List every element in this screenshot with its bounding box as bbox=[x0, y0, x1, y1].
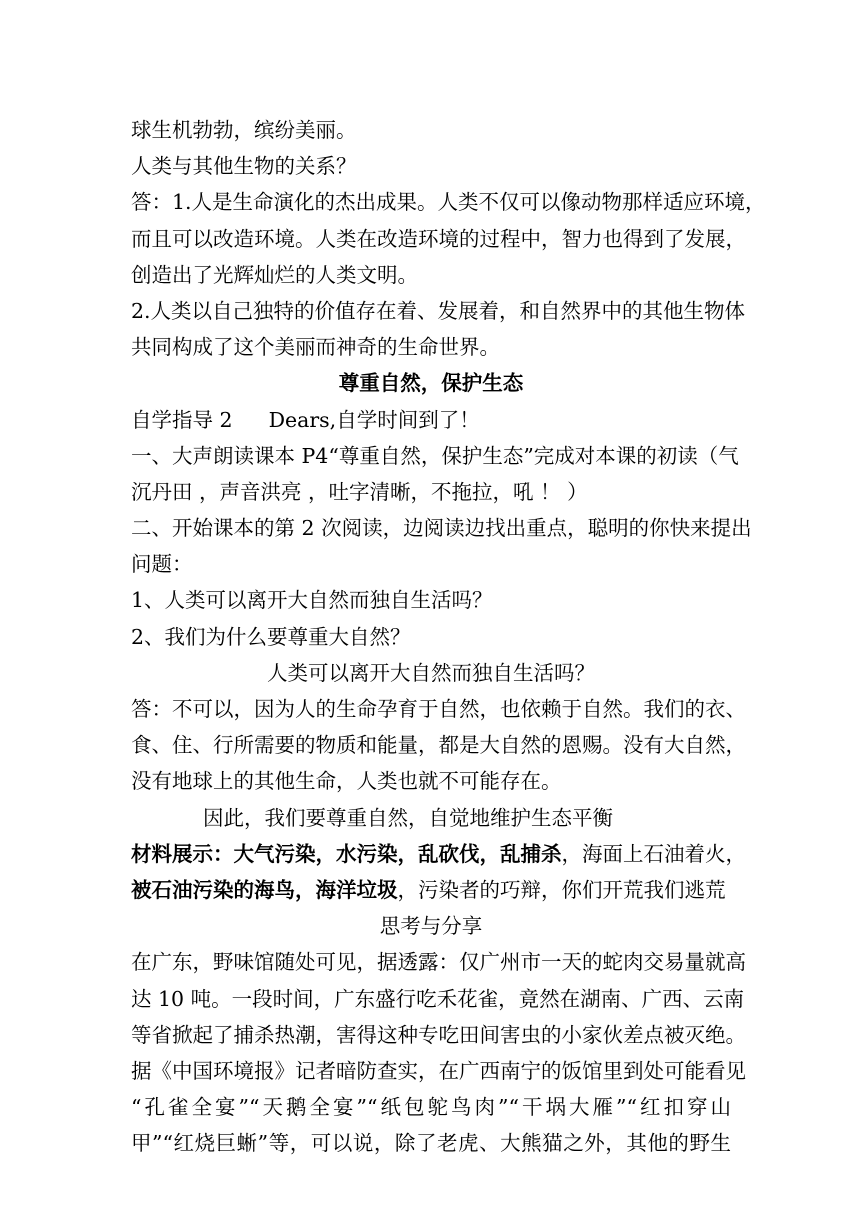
question-item: 1、人类可以离开大自然而独自生活吗？ bbox=[131, 588, 493, 613]
material-light-text: ，海面上石油着火， bbox=[561, 841, 746, 866]
material-rest-text: ，污染者的巧辩，你们开荒我们逃荒 bbox=[397, 877, 726, 902]
text-line: 而且可以改造环境。人类在改造环境的过程中，智力也得到了发展， bbox=[131, 226, 746, 251]
material-bold-text: 被石油污染的海鸟，海洋垃圾 bbox=[131, 877, 398, 902]
text-line: 二、开始课本的第 2 次阅读，边阅读边找出重点，聪明的你快来提出 bbox=[131, 516, 752, 541]
story-line: 等省掀起了捕杀热潮，害得这种专吃田间害虫的小家伙差点被灭绝。 bbox=[131, 1022, 746, 1047]
answer-line: 答：不可以，因为人的生命孕育于自然，也依赖于自然。我们的衣、 bbox=[131, 697, 746, 721]
guide-line bbox=[131, 402, 731, 438]
text-line: 共同构成了这个美丽而神奇的生命世界。 bbox=[131, 335, 500, 360]
guide-text: Dears,自学时间到了！ bbox=[268, 407, 480, 432]
story-line: “孔雀全宴”“天鹅全宴”“纸包鸵鸟肉”“干埚大雁”“红扣穿山 bbox=[131, 1095, 731, 1120]
material-line bbox=[131, 872, 731, 908]
answer-line: 没有地球上的其他生命，人类也就不可能存在。 bbox=[131, 769, 562, 794]
answer-line: 食、住、行所需要的物质和能量，都是大自然的恩赐。没有大自然， bbox=[131, 733, 746, 758]
section-heading: 尊重自然，保护生态 bbox=[338, 371, 524, 396]
text-line: 问题： bbox=[131, 552, 193, 577]
guide-label: 自学指导 2 bbox=[131, 407, 233, 432]
story-line: 在广东，野味馆随处可见，据透露：仅广州市一天的蛇肉交易量就高 bbox=[131, 950, 746, 975]
text-line: 沉丹田 ，声音洪亮 ，吐字清晰，不拖拉，吼 ！ ） bbox=[131, 479, 588, 504]
text-line: 答：1.人是生命演化的杰出成果。人类不仅可以像动物那样适应环境， bbox=[131, 190, 766, 215]
conclusion-line: 因此，我们要尊重自然，自觉地维护生态平衡 bbox=[203, 805, 613, 830]
story-line: 据《中国环境报》记者暗防查实，在广西南宁的饭馆里到处可能看见 bbox=[131, 1058, 746, 1083]
question-item: 2、我们为什么要尊重大自然？ bbox=[131, 624, 411, 649]
text-line: 一、大声朗读课本 P4“尊重自然，保护生态”完成对本课的初读（气 bbox=[131, 443, 739, 468]
text-line: 创造出了光辉灿烂的人类文明。 bbox=[131, 262, 418, 287]
story-line: 甲”“红烧巨蜥”等，可以说，除了老虎、大熊猫之外，其他的野生 bbox=[131, 1131, 731, 1156]
document-body bbox=[131, 112, 766, 1161]
text-line: 2.人类以自己独特的价值存在着、发展着，和自然界中的其他生物体 bbox=[131, 298, 746, 323]
story-line: 达 10 吨。一段时间，广东盛行吃禾花雀，竟然在湖南、广西、云南 bbox=[131, 986, 745, 1011]
question-heading: 人类可以离开大自然而独自生活吗？ bbox=[267, 660, 595, 685]
text-line: 人类与其他生物的关系？ bbox=[131, 154, 357, 179]
think-heading: 思考与分享 bbox=[379, 914, 483, 939]
material-line bbox=[131, 836, 746, 872]
text-line: 球生机勃勃，缤纷美丽。 bbox=[131, 118, 357, 142]
material-bold-text: 材料展示：大气污染，水污染，乱砍伐，乱捕杀 bbox=[131, 841, 562, 866]
